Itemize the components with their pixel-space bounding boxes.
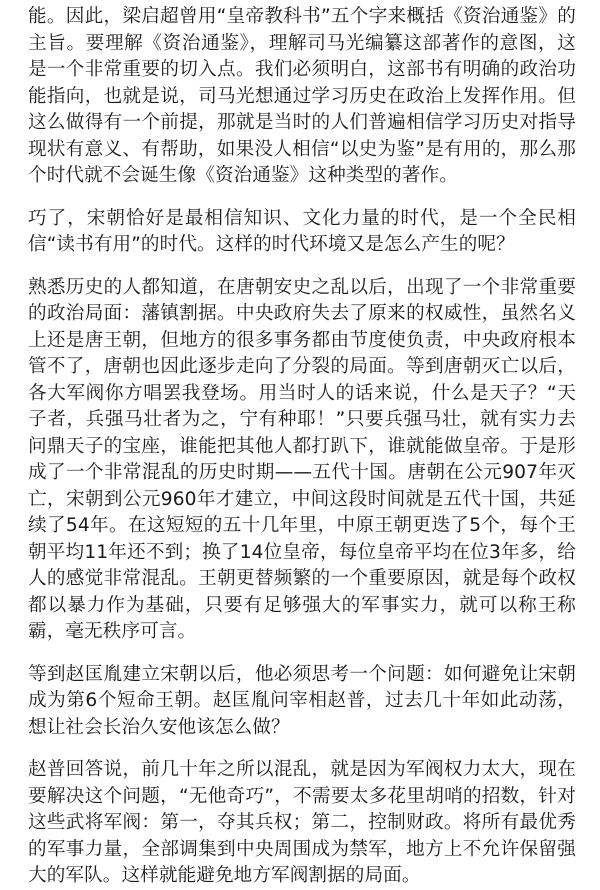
paragraph-4: 等到赵匡胤建立宋朝以后，他必须思考一个问题：如何避免让宋朝成为第6个短命王朝。赵匡胤问宰相赵普，过去几十年如此动荡，想让社会长治久安他该怎么做？ — [28, 663, 576, 738]
paragraph-5: 赵普回答说，前几十年之所以混乱，就是因为军阀权力太大，现在要解决这个问题，“无他奇巧”，不需要太多花里胡哨的招数，针对这些武将军阀：第一，夺其兵权；第二，控制财政。将所有最优秀的军事力量，全部调集到中央周围成为禁军，地方上不允许保留强大的军队。这样就能避免地方军阀割据的局面。 — [28, 759, 576, 886]
paragraph-2: 巧了，宋朝恰好是最相信知识、文化力量的时代，是一个全民相信“读书有用”的时代。这样的时代环境又是怎么产生的呢？ — [28, 207, 576, 255]
paragraph-1: 能。因此，梁启超曾用“皇帝教科书”五个字来概括《资治通鉴》的主旨。要理解《资治通鉴》，理解司马光编纂这部著作的意图，这是一个非常重要的切入点。我们必须明白，这部书有明确的政治功能指向，也就是说，司马光想通过学习历史在政治上发挥作用。但这么做得有一个前提，那就是当时的人们普遍相信学习历史对指导现状有意义、有帮助，如果没人相信“以史为鉴”是有用的，那么那个时代就不会诞生像《资治通鉴》这种类型的著作。 — [28, 6, 576, 186]
paragraph-3: 熟悉历史的人都知道，在唐朝安史之乱以后，出现了一个非常重要的政治局面：藩镇割据。中央政府失去了原来的权威性，虽然名义上还是唐王朝，但地方的很多事务都由节度使负责，中央政府根本管不了，唐朝也因此逐步走向了分裂的局面。等到唐朝灭亡以后，各大军阀你方唱罢我登场。用当时人的话来说，什么是天子？“天子者，兵强马壮者为之，宁有种耶！”只要兵强马壮，就有实力去问鼎天子的宝座，谁能把其他人都打趴下，谁就能做皇帝。于是形成了一个非常混乱的历史时期——五代十国。唐朝在公元907年灭亡，宋朝到公元960年才建立，中间这段时间就是五代十国，共延续了54年。在这短短的五十几年里，中原王朝更迭了5个，每个王朝平均11年还不到；换了14位皇帝，每位皇帝平均在位3年多，给人的感觉非常混乱。王朝更替频繁的一个重要原因，就是每个政权都以暴力作为基础，只要有足够强大的军事实力，就可以称王称霸，毫无秩序可言。 — [28, 276, 576, 642]
